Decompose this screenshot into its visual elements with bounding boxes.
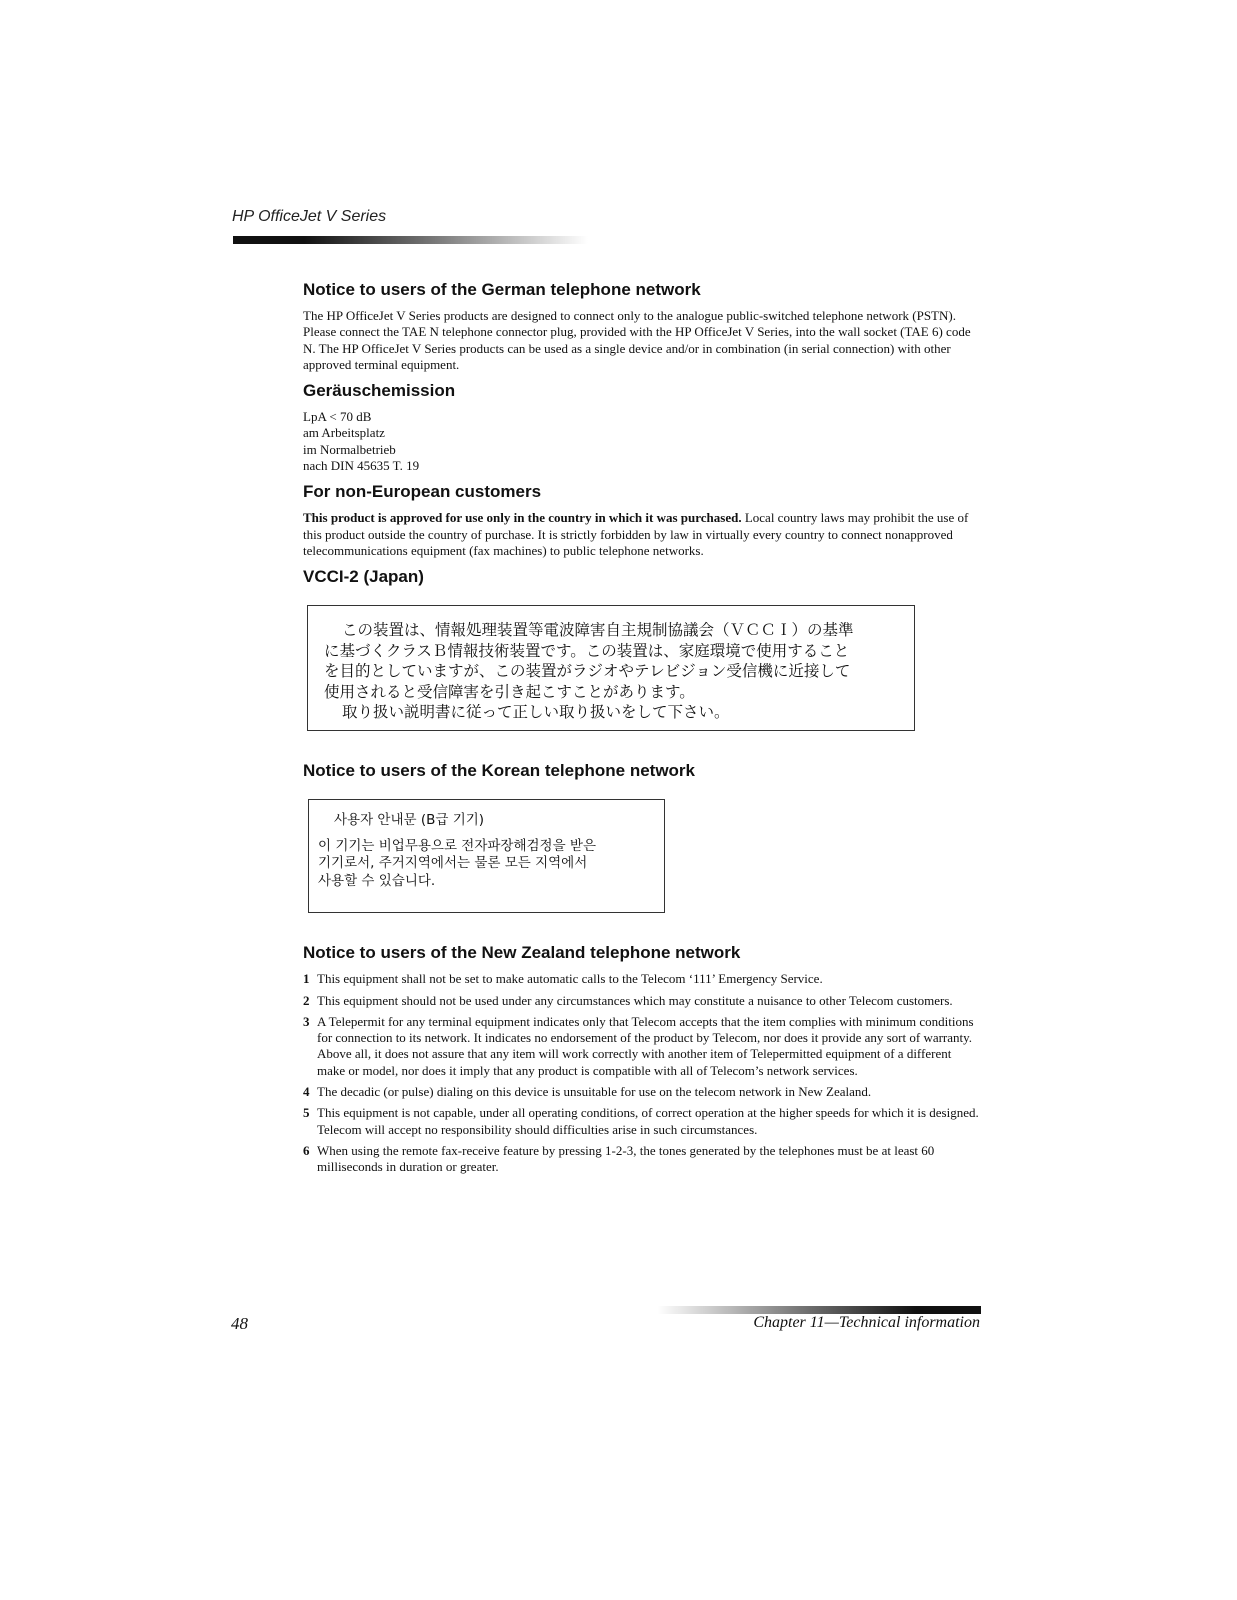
list-item-text: When using the remote fax-receive feature by pressing 1-2-3, the tones generated by the telephones must be at least 60 milliseconds in duration or greater. [317, 1142, 935, 1175]
section-noise [303, 381, 981, 474]
list-item-text: This equipment shall not be set to make automatic calls to the Telecom ‘111’ Emergency Service. [317, 971, 823, 987]
list-item-number: 6 [303, 1142, 310, 1158]
list-item-number: 4 [303, 1084, 310, 1100]
korean-line: 기기로서, 주거지역에서는 물론 모든 지역에서 [318, 855, 588, 872]
noise-line: nach DIN 45635 T. 19 [303, 458, 420, 474]
noise-line: im Normalbetrieb [303, 441, 396, 457]
list-item-text: The decadic (or pulse) dialing on this device is unsuitable for use on the telecom network in New Zealand. [317, 1084, 872, 1100]
non-european-title: For non-European customers [303, 482, 542, 502]
list-item-number: 3 [303, 1013, 310, 1029]
korean-notice-box [308, 799, 665, 913]
list-item [303, 1143, 981, 1176]
vcci-line: に基づくクラスＢ情報技術装置です。この装置は、家庭環境で使用すること [324, 641, 850, 660]
header-rule [233, 236, 588, 244]
section-german [303, 280, 981, 373]
list-item [303, 1105, 981, 1138]
vcci-title: VCCI-2 (Japan) [303, 567, 424, 587]
non-european-bold-lead: This product is approved for use only in the country in which it was purchased. [303, 510, 742, 526]
list-item-text: This equipment is not capable, under all operating conditions, of correct operation at the higher speeds for which it is designed. Telecom will accept no responsibility should difficulties arise in such circumstances. [317, 1105, 979, 1137]
list-item-text: This equipment should not be used under any circumstances which may constitute a nuisance to other Telecom customers. [317, 992, 953, 1008]
list-item-number: 5 [303, 1105, 310, 1121]
german-title: Notice to users of the German telephone network [303, 280, 701, 299]
vcci-line: 取り扱い説明書に従って正しい取り扱いをして下さい。 [342, 703, 730, 722]
list-item-text: A Telepermit for any terminal equipment indicates only that Telecom accepts that the item complies with minimum conditions for connection to its network. It indicates no endorsement of the product by Telecom, nor does it provide any sort of warranty. Above all, it does not assure that any item will work correctly with another item of Telepermitted equipment of a different make or model, nor does it imply that any product is compatible with all of Telecom’s network services. [317, 1013, 974, 1078]
german-body: The HP OfficeJet V Series products are designed to connect only to the analogue public-switched telephone network (PSTN). Please connect the TAE N telephone connector plug, provided with the HP OfficeJet V Series, into the wall socket (TAE 6) code N. The HP OfficeJet V Series products can be used as a single device and/or in combination (in serial connection) with other approved terminal equipment. [303, 308, 971, 372]
noise-line: LpA < 70 dB [303, 409, 372, 425]
korean-box-title: 사용자 안내문 (B급 기기) [334, 812, 485, 829]
noise-title: Geräuschemission [303, 381, 456, 401]
nz-list [303, 971, 981, 1175]
list-item [303, 993, 981, 1009]
section-new-zealand [303, 943, 981, 1175]
korean-line: 사용할 수 있습니다. [318, 872, 436, 889]
page-content [303, 280, 981, 1181]
section-korean [303, 761, 981, 913]
list-item [303, 1014, 981, 1079]
vcci-line: を目的としていますが、この装置がラジオやテレビジョン受信機に近接して [324, 662, 851, 681]
list-item-number: 1 [303, 971, 310, 987]
running-title: HP OfficeJet V Series [232, 208, 387, 225]
section-non-european [303, 482, 981, 559]
non-european-body [303, 510, 981, 559]
page-number: 48 [231, 1314, 248, 1333]
nz-title: Notice to users of the New Zealand telephone network [303, 943, 741, 963]
list-item [303, 971, 981, 987]
chapter-footer: Chapter 11—Technical information [753, 1314, 980, 1331]
noise-line: am Arbeitsplatz [303, 425, 385, 441]
vcci-line: この装置は、情報処理装置等電波障害自主規制協議会（ＶＣＣＩ）の基準 [342, 621, 854, 640]
list-item-number: 2 [303, 992, 310, 1008]
vcci-notice-box [307, 605, 915, 731]
korean-title: Notice to users of the Korean telephone network [303, 761, 696, 781]
list-item [303, 1084, 981, 1100]
vcci-line: 使用されると受信障害を引き起こすことがあります。 [324, 682, 695, 701]
footer-rule [657, 1306, 981, 1314]
section-vcci [303, 567, 981, 731]
non-european-text: Local country laws may prohibit the use of this product outside the country of purchase. It is strictly forbidden by law in virtually every country to connect nonapproved telecommunications equipment (fax machines) to public telephone networks. [303, 510, 969, 558]
korean-line: 이 기기는 비업무용으로 전자파장해검정을 받은 [318, 837, 596, 854]
